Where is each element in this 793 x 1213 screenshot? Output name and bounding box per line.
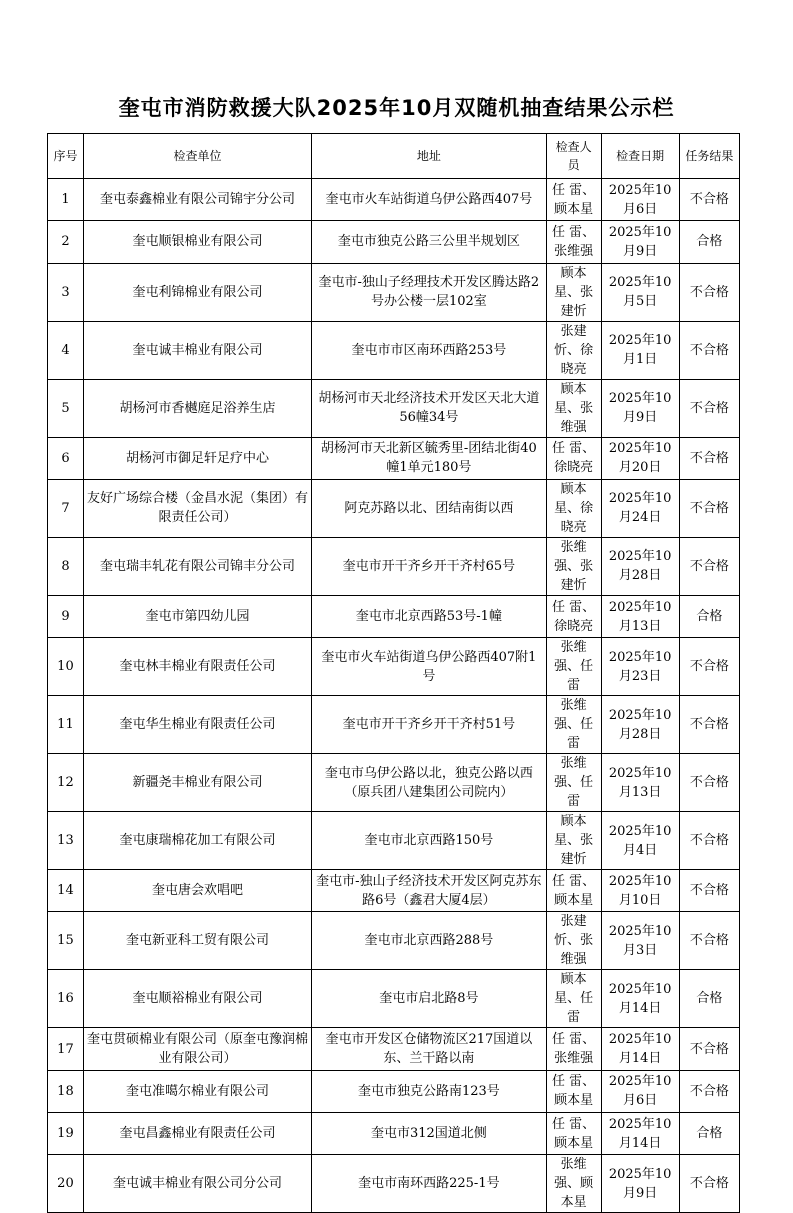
- task-result-cell: 不合格: [679, 437, 739, 479]
- address-cell: 奎屯市开干齐乡开干齐村65号: [312, 537, 547, 595]
- table-row: [48, 638, 740, 696]
- inspectors-cell: 任 雷、顾本星: [546, 179, 601, 221]
- row-number-cell: 1: [48, 179, 84, 221]
- inspected-unit-cell: 奎屯瑞丰轧花有限公司锦丰分公司: [83, 537, 311, 595]
- inspection-date-cell: 2025年10月5日: [601, 263, 679, 321]
- table-row: [48, 379, 740, 437]
- inspection-results-table: [47, 133, 740, 1213]
- header-date: 检查日期: [601, 134, 679, 179]
- table-row: [48, 221, 740, 263]
- table-row: [48, 537, 740, 595]
- inspection-date-cell: 2025年10月13日: [601, 595, 679, 637]
- inspectors-cell: 任 雷、张维强: [546, 1028, 601, 1070]
- inspected-unit-cell: 奎屯诚丰棉业有限公司分公司: [83, 1155, 311, 1213]
- table-row: [48, 479, 740, 537]
- inspectors-cell: 任 雷、顾本星: [546, 1070, 601, 1112]
- inspectors-cell: 张维强、任 雷: [546, 638, 601, 696]
- task-result-cell: 不合格: [679, 870, 739, 912]
- inspectors-cell: 顾本星、任 雷: [546, 970, 601, 1028]
- row-number-cell: 13: [48, 812, 84, 870]
- address-cell: 胡杨河市天北新区毓秀里-团结北街40幢1单元180号: [312, 437, 547, 479]
- inspectors-cell: 张维强、任 雷: [546, 696, 601, 754]
- address-cell: 胡杨河市天北经济技术开发区天北大道56幢34号: [312, 379, 547, 437]
- row-number-cell: 6: [48, 437, 84, 479]
- inspection-date-cell: 2025年10月14日: [601, 970, 679, 1028]
- inspected-unit-cell: 奎屯昌鑫棉业有限责任公司: [83, 1113, 311, 1155]
- inspection-date-cell: 2025年10月28日: [601, 696, 679, 754]
- address-cell: 奎屯市开干齐乡开干齐村51号: [312, 696, 547, 754]
- inspectors-cell: 张建忻、徐晓亮: [546, 321, 601, 379]
- address-cell: 奎屯市启北路8号: [312, 970, 547, 1028]
- table-row: [48, 595, 740, 637]
- table-row: [48, 812, 740, 870]
- address-cell: 奎屯市火车站街道乌伊公路西407号: [312, 179, 547, 221]
- row-number-cell: 16: [48, 970, 84, 1028]
- inspectors-cell: 任 雷、徐晓亮: [546, 437, 601, 479]
- header-unit: 检查单位: [83, 134, 311, 179]
- inspection-date-cell: 2025年10月13日: [601, 754, 679, 812]
- table-row: [48, 437, 740, 479]
- inspection-date-cell: 2025年10月20日: [601, 437, 679, 479]
- task-result-cell: 不合格: [679, 754, 739, 812]
- inspection-date-cell: 2025年10月4日: [601, 812, 679, 870]
- table-row: [48, 754, 740, 812]
- inspectors-cell: 顾本星、张维强: [546, 379, 601, 437]
- inspectors-cell: 张维强、顾本星: [546, 1155, 601, 1213]
- address-cell: 奎屯市南环西路225-1号: [312, 1155, 547, 1213]
- row-number-cell: 7: [48, 479, 84, 537]
- task-result-cell: 不合格: [679, 1155, 739, 1213]
- inspection-date-cell: 2025年10月14日: [601, 1113, 679, 1155]
- address-cell: 奎屯市北京西路53号-1幢: [312, 595, 547, 637]
- address-cell: 奎屯市独克公路南123号: [312, 1070, 547, 1112]
- inspected-unit-cell: 奎屯贯硕棉业有限公司（原奎屯豫润棉业有限公司）: [83, 1028, 311, 1070]
- inspected-unit-cell: 奎屯顺银棉业有限公司: [83, 221, 311, 263]
- table-header-row: [48, 134, 740, 179]
- inspected-unit-cell: 奎屯诚丰棉业有限公司: [83, 321, 311, 379]
- inspectors-cell: 任 雷、顾本星: [546, 870, 601, 912]
- row-number-cell: 14: [48, 870, 84, 912]
- address-cell: 奎屯市-独山子经济技术开发区阿克苏东路6号（鑫君大厦4层）: [312, 870, 547, 912]
- row-number-cell: 5: [48, 379, 84, 437]
- row-number-cell: 15: [48, 912, 84, 970]
- task-result-cell: 合格: [679, 970, 739, 1028]
- inspection-date-cell: 2025年10月9日: [601, 379, 679, 437]
- inspection-date-cell: 2025年10月28日: [601, 537, 679, 595]
- inspection-date-cell: 2025年10月24日: [601, 479, 679, 537]
- row-number-cell: 2: [48, 221, 84, 263]
- table-row: [48, 970, 740, 1028]
- inspection-date-cell: 2025年10月6日: [601, 1070, 679, 1112]
- row-number-cell: 11: [48, 696, 84, 754]
- inspection-date-cell: 2025年10月10日: [601, 870, 679, 912]
- row-number-cell: 9: [48, 595, 84, 637]
- inspectors-cell: 任 雷、顾本星: [546, 1113, 601, 1155]
- address-cell: 奎屯市312国道北侧: [312, 1113, 547, 1155]
- task-result-cell: 不合格: [679, 537, 739, 595]
- inspectors-cell: 任 雷、张维强: [546, 221, 601, 263]
- inspectors-cell: 张建忻、张维强: [546, 912, 601, 970]
- address-cell: 奎屯市独克公路三公里半规划区: [312, 221, 547, 263]
- row-number-cell: 10: [48, 638, 84, 696]
- row-number-cell: 19: [48, 1113, 84, 1155]
- task-result-cell: 不合格: [679, 1070, 739, 1112]
- row-number-cell: 4: [48, 321, 84, 379]
- inspected-unit-cell: 奎屯康瑞棉花加工有限公司: [83, 812, 311, 870]
- inspected-unit-cell: 胡杨河市御足轩足疗中心: [83, 437, 311, 479]
- task-result-cell: 不合格: [679, 321, 739, 379]
- inspection-date-cell: 2025年10月23日: [601, 638, 679, 696]
- inspected-unit-cell: 奎屯市第四幼儿园: [83, 595, 311, 637]
- inspectors-cell: 张维强、张建忻: [546, 537, 601, 595]
- header-no: 序号: [48, 134, 84, 179]
- header-address: 地址: [312, 134, 547, 179]
- inspectors-cell: 张维强、任 雷: [546, 754, 601, 812]
- task-result-cell: 不合格: [679, 696, 739, 754]
- inspection-date-cell: 2025年10月14日: [601, 1028, 679, 1070]
- table-row: [48, 696, 740, 754]
- address-cell: 奎屯市火车站街道乌伊公路西407附1号: [312, 638, 547, 696]
- inspection-date-cell: 2025年10月6日: [601, 179, 679, 221]
- address-cell: 奎屯市-独山子经理技术开发区腾达路2号办公楼一层102室: [312, 263, 547, 321]
- task-result-cell: 合格: [679, 1113, 739, 1155]
- task-result-cell: 不合格: [679, 263, 739, 321]
- task-result-cell: 合格: [679, 221, 739, 263]
- table-row: [48, 912, 740, 970]
- task-result-cell: 不合格: [679, 638, 739, 696]
- address-cell: 阿克苏路以北、团结南街以西: [312, 479, 547, 537]
- inspectors-cell: 任 雷、徐晓亮: [546, 595, 601, 637]
- table-row: [48, 1070, 740, 1112]
- task-result-cell: 不合格: [679, 812, 739, 870]
- table-body: [48, 179, 740, 1213]
- inspected-unit-cell: 奎屯华生棉业有限责任公司: [83, 696, 311, 754]
- inspected-unit-cell: 胡杨河市香樾庭足浴养生店: [83, 379, 311, 437]
- inspected-unit-cell: 奎屯林丰棉业有限责任公司: [83, 638, 311, 696]
- table-row: [48, 321, 740, 379]
- row-number-cell: 3: [48, 263, 84, 321]
- task-result-cell: 不合格: [679, 479, 739, 537]
- inspected-unit-cell: 奎屯顺裕棉业有限公司: [83, 970, 311, 1028]
- inspectors-cell: 顾本星、徐晓亮: [546, 479, 601, 537]
- inspected-unit-cell: 友好广场综合楼（金昌水泥（集团）有限责任公司）: [83, 479, 311, 537]
- inspectors-cell: 顾本星、张建忻: [546, 263, 601, 321]
- task-result-cell: 不合格: [679, 1028, 739, 1070]
- task-result-cell: 不合格: [679, 379, 739, 437]
- address-cell: 奎屯市北京西路150号: [312, 812, 547, 870]
- inspected-unit-cell: 奎屯泰鑫棉业有限公司锦宇分公司: [83, 179, 311, 221]
- table-row: [48, 179, 740, 221]
- header-result: 任务结果: [679, 134, 739, 179]
- inspectors-cell: 顾本星、张建忻: [546, 812, 601, 870]
- table-row: [48, 263, 740, 321]
- task-result-cell: 不合格: [679, 179, 739, 221]
- row-number-cell: 20: [48, 1155, 84, 1213]
- inspected-unit-cell: 奎屯利锦棉业有限公司: [83, 263, 311, 321]
- row-number-cell: 12: [48, 754, 84, 812]
- address-cell: 奎屯市开发区仓储物流区217国道以东、兰干路以南: [312, 1028, 547, 1070]
- inspected-unit-cell: 新疆尧丰棉业有限公司: [83, 754, 311, 812]
- page-title: 奎屯市消防救援大队2025年10月双随机抽查结果公示栏: [118, 96, 675, 120]
- inspected-unit-cell: 奎屯准噶尔棉业有限公司: [83, 1070, 311, 1112]
- address-cell: 奎屯市市区南环西路253号: [312, 321, 547, 379]
- inspected-unit-cell: 奎屯新亚科工贸有限公司: [83, 912, 311, 970]
- address-cell: 奎屯市北京西路288号: [312, 912, 547, 970]
- row-number-cell: 18: [48, 1070, 84, 1112]
- row-number-cell: 8: [48, 537, 84, 595]
- table-row: [48, 1028, 740, 1070]
- inspection-date-cell: 2025年10月9日: [601, 1155, 679, 1213]
- table-row: [48, 870, 740, 912]
- task-result-cell: 合格: [679, 595, 739, 637]
- inspected-unit-cell: 奎屯唐会欢唱吧: [83, 870, 311, 912]
- address-cell: 奎屯市乌伊公路以北，独克公路以西（原兵团八建集团公司院内）: [312, 754, 547, 812]
- table-row: [48, 1155, 740, 1213]
- table-row: [48, 1113, 740, 1155]
- inspection-date-cell: 2025年10月9日: [601, 221, 679, 263]
- task-result-cell: 不合格: [679, 912, 739, 970]
- inspection-date-cell: 2025年10月1日: [601, 321, 679, 379]
- header-inspectors: 检查人员: [546, 134, 601, 179]
- row-number-cell: 17: [48, 1028, 84, 1070]
- inspection-date-cell: 2025年10月3日: [601, 912, 679, 970]
